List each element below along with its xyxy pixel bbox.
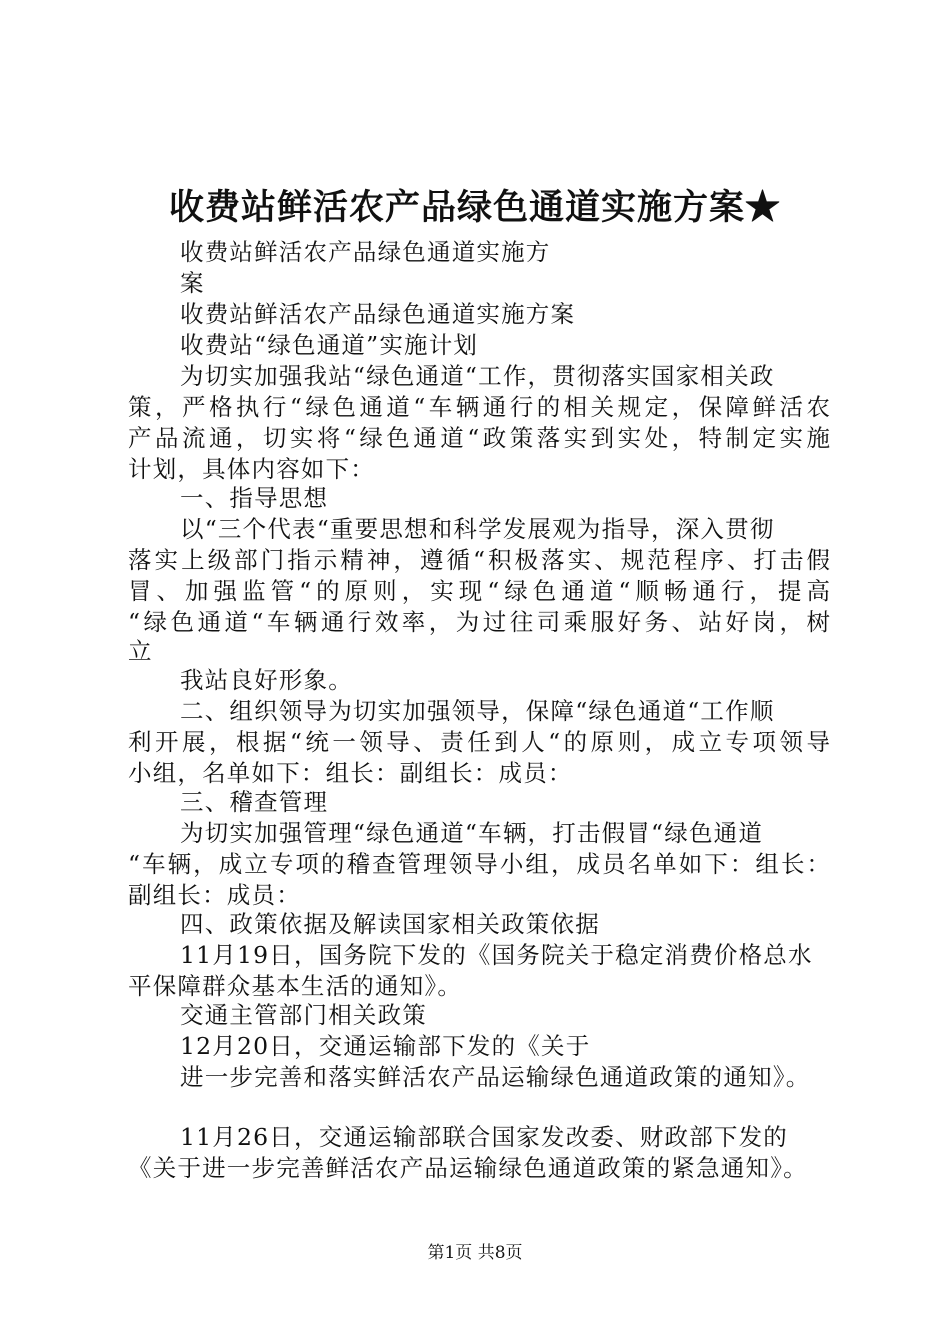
paragraph-line: 计划，具体内容如下： [128,455,375,483]
paragraph-line: 11月19日，国务院下发的《国务院关于稳定消费价格总水 [180,941,813,969]
paragraph-line: 为切实加强管理“绿色通道“车辆，打击假冒“绿色通道 [180,819,764,847]
subtitle-line: 收费站“绿色通道”实施计划 [180,331,479,359]
paragraph-line: 副组长：成员： [128,881,301,909]
paragraph-line: 立 [128,637,153,665]
paragraph-line: 平保障群众基本生活的通知》。 [128,972,463,1000]
paragraph-line: 《关于进一步完善鲜活农产品运输绿色通道政策的紧急通知》。 [128,1154,808,1182]
subtitle-line: 收费站鲜活农产品绿色通道实施方 [180,238,551,266]
document-title: 收费站鲜活农产品绿色通道实施方案★ [168,187,781,228]
section-heading: 四、政策依据及解读国家相关政策依据 [180,910,600,938]
paragraph-line: “车辆，成立专项的稽查管理领导小组，成员名单如下：组长： [128,850,830,878]
paragraph-line: 11月26日，交通运输部联合国家发改委、财政部下发的 [180,1123,789,1151]
paragraph-line: 利开展，根据“统一领导、责任到人“的原则，成立专项领导 [128,728,830,756]
paragraph-line: 以“三个代表“重要思想和科学发展观为指导，深入贯彻 [180,515,775,543]
paragraph-line: 进一步完善和落实鲜活农产品运输绿色通道政策的通知》。 [180,1063,811,1091]
paragraph-line: 产品流通，切实将“绿色通道“政策落实到实处，特制定实施 [128,424,830,452]
paragraph-line: 冒、加强监管“的原则，实现“绿色通道“顺畅通行，提高 [128,577,830,605]
paragraph-line: 二、组织领导为切实加强领导，保障“绿色通道“工作顺 [180,697,775,725]
paragraph-line: 策，严格执行“绿色通道“车辆通行的相关规定，保障鲜活农 [128,393,830,421]
section-heading: 三、稽查管理 [180,788,329,816]
paragraph-line: 我站良好形象。 [180,666,353,694]
paragraph-line: 12月20日，交通运输部下发的《关于 [180,1032,591,1060]
paragraph-line: 落实上级部门指示精神，遵循“积极落实、规范程序、打击假 [128,546,830,574]
paragraph-line: 交通主管部门相关政策 [180,1001,427,1029]
paragraph-line: 小组，名单如下：组长：副组长：成员： [128,759,573,787]
paragraph-line: 为切实加强我站“绿色通道“工作，贯彻落实国家相关政 [180,362,775,390]
subtitle-line: 案 [180,269,205,297]
paragraph-line: “绿色通道“车辆通行效率，为过往司乘服好务、站好岗，树 [128,608,830,636]
page-number-footer: 第1页 共8页 [427,1243,523,1263]
subtitle-line: 收费站鲜活农产品绿色通道实施方案 [180,300,576,328]
section-heading: 一、指导思想 [180,484,329,512]
